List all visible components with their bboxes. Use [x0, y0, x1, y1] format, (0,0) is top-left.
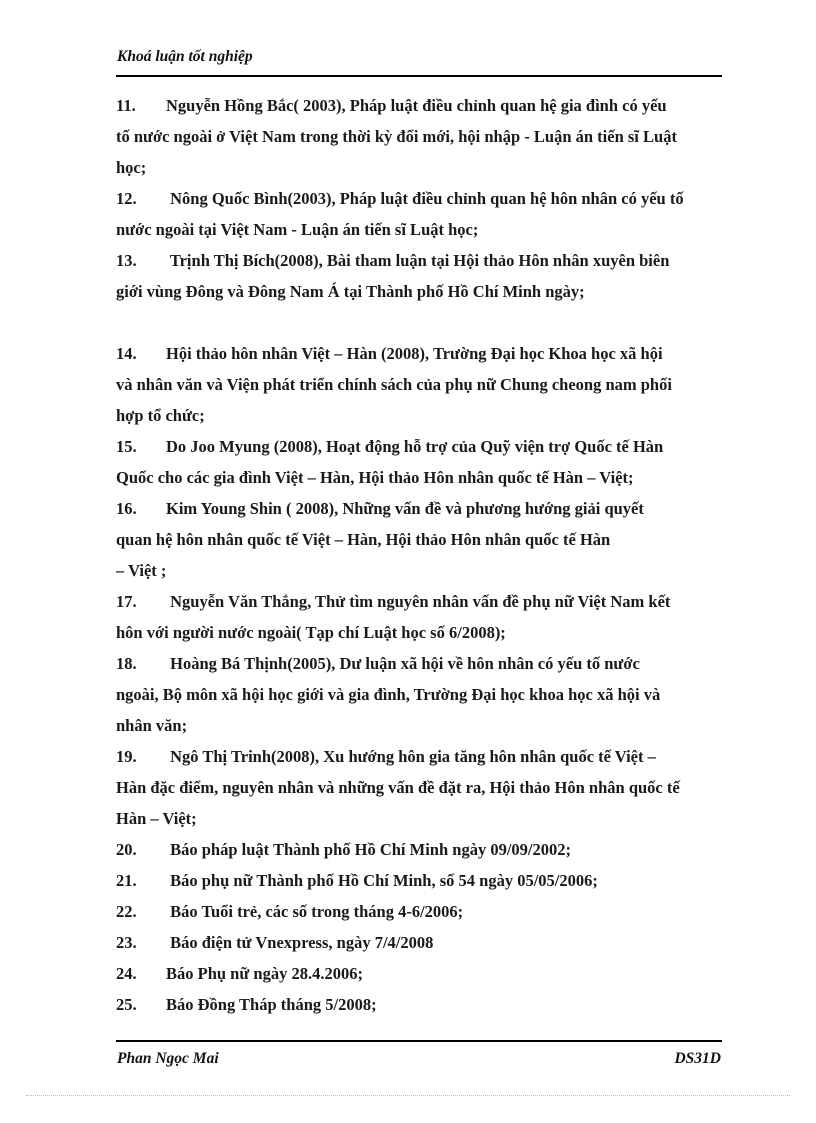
- reference-first-line: [116, 834, 722, 865]
- reference-first-line: [116, 586, 722, 617]
- reference-item: [116, 865, 722, 896]
- reference-text: Hội thảo hôn nhân Việt – Hàn (2008), Trường Đại học Khoa học xã hội: [166, 344, 663, 363]
- reference-text: Do Joo Myung (2008), Hoạt động hỗ trợ của Quỹ viện trợ Quốc tế Hàn: [166, 437, 664, 456]
- reference-continuation-line: giới vùng Đông và Đông Nam Á tại Thành phố Hồ Chí Minh ngày;: [116, 282, 585, 301]
- reference-text: Trịnh Thị Bích(2008), Bài tham luận tại Hội thảo Hôn nhân xuyên biên: [166, 251, 670, 270]
- reference-first-line: [116, 431, 722, 462]
- blank-line: [116, 307, 722, 338]
- reference-first-line: [116, 90, 722, 121]
- reference-item: [116, 989, 722, 1020]
- reference-continuation-line: nhân văn;: [116, 716, 188, 735]
- reference-text: Báo Phụ nữ ngày 28.4.2006;: [166, 964, 363, 983]
- reference-text: Báo điện tử Vnexpress, ngày 7/4/2008: [166, 933, 434, 952]
- reference-text: Báo pháp luật Thành phố Hồ Chí Minh ngày 09/09/2002;: [166, 840, 571, 859]
- reference-first-line: [116, 927, 722, 958]
- reference-text: Nguyễn Văn Thắng, Thử tìm nguyên nhân vấn đề phụ nữ Việt Nam kết: [166, 592, 671, 611]
- reference-number: 19.: [116, 747, 137, 766]
- reference-number: 17.: [116, 592, 137, 611]
- footer-rule: [116, 1040, 722, 1042]
- reference-number: 25.: [116, 995, 137, 1014]
- reference-item: [116, 896, 722, 927]
- reference-item: [116, 493, 722, 586]
- reference-continuation-line: tố nước ngoài ở Việt Nam trong thời kỳ đổi mới, hội nhập - Luận án tiến sĩ Luật: [116, 127, 677, 146]
- reference-item: [116, 958, 722, 989]
- reference-first-line: [116, 865, 722, 896]
- reference-continuation-line: và nhân văn và Viện phát triển chính sách của phụ nữ Chung cheong nam phối: [116, 375, 672, 394]
- reference-number: 13.: [116, 251, 137, 270]
- reference-text: Báo Đồng Tháp tháng 5/2008;: [166, 995, 377, 1014]
- reference-item: [116, 648, 722, 741]
- reference-first-line: [116, 896, 722, 927]
- reference-number: 11.: [116, 96, 136, 115]
- reference-number: 21.: [116, 871, 137, 890]
- reference-first-line: [116, 183, 722, 214]
- reference-first-line: [116, 958, 722, 989]
- reference-continuation-line: – Việt ;: [116, 561, 167, 580]
- reference-item: [116, 834, 722, 865]
- reference-first-line: [116, 338, 722, 369]
- reference-item: [116, 338, 722, 431]
- reference-number: 14.: [116, 344, 137, 363]
- reference-number: 15.: [116, 437, 137, 456]
- reference-number: 24.: [116, 964, 137, 983]
- reference-continuation-line: hôn với người nước ngoài( Tạp chí Luật học số 6/2008);: [116, 623, 506, 642]
- reference-first-line: [116, 245, 722, 276]
- reference-list: [116, 90, 722, 1020]
- reference-item: [116, 90, 722, 183]
- reference-number: 12.: [116, 189, 137, 208]
- reference-item: [116, 927, 722, 958]
- footer-author: Phan Ngọc Mai: [117, 1050, 219, 1067]
- reference-item: [116, 741, 722, 834]
- reference-text: Hoàng Bá Thịnh(2005), Dư luận xã hội về hôn nhân có yếu tố nước: [166, 654, 640, 673]
- reference-continuation-line: nước ngoài tại Việt Nam - Luận án tiến sĩ Luật học;: [116, 220, 479, 239]
- footer-class-code: DS31D: [674, 1050, 721, 1067]
- reference-item: [116, 586, 722, 648]
- reference-continuation-line: học;: [116, 158, 147, 177]
- reference-text: Nguyễn Hồng Bắc( 2003), Pháp luật điều chỉnh quan hệ gia đình có yếu: [166, 96, 667, 115]
- reference-text: Kim Young Shin ( 2008), Những vấn đề và phương hướng giải quyết: [166, 499, 644, 518]
- reference-number: 22.: [116, 902, 137, 921]
- reference-continuation-line: ngoài, Bộ môn xã hội học giới và gia đình, Trường Đại học khoa học xã hội và: [116, 685, 661, 704]
- reference-item: [116, 183, 722, 245]
- reference-text: Báo Tuổi trẻ, các số trong tháng 4-6/2006;: [166, 902, 464, 921]
- reference-first-line: [116, 648, 722, 679]
- reference-number: 20.: [116, 840, 137, 859]
- reference-text: Nông Quốc Bình(2003), Pháp luật điều chỉnh quan hệ hôn nhân có yếu tố: [166, 189, 684, 208]
- header-title: Khoá luận tốt nghiệp: [117, 48, 253, 65]
- reference-continuation-line: Hàn đặc điểm, nguyên nhân và những vấn đề đặt ra, Hội thảo Hôn nhân quốc tế: [116, 778, 680, 797]
- reference-continuation-line: hợp tổ chức;: [116, 406, 205, 425]
- reference-first-line: [116, 493, 722, 524]
- reference-first-line: [116, 989, 722, 1020]
- reference-first-line: [116, 741, 722, 772]
- reference-number: 18.: [116, 654, 137, 673]
- reference-number: 23.: [116, 933, 137, 952]
- reference-continuation-line: Hàn – Việt;: [116, 809, 197, 828]
- reference-item: [116, 245, 722, 307]
- reference-text: Báo phụ nữ Thành phố Hồ Chí Minh, số 54 ngày 05/05/2006;: [166, 871, 598, 890]
- reference-text: Ngô Thị Trinh(2008), Xu hướng hôn gia tăng hôn nhân quốc tế Việt –: [166, 747, 656, 766]
- page-edge-divider: [26, 1095, 790, 1096]
- reference-continuation-line: Quốc cho các gia đình Việt – Hàn, Hội thảo Hôn nhân quốc tế Hàn – Việt;: [116, 468, 634, 487]
- reference-continuation-line: quan hệ hôn nhân quốc tế Việt – Hàn, Hội thảo Hôn nhân quốc tế Hàn: [116, 530, 611, 549]
- header-rule: [116, 75, 722, 77]
- reference-number: 16.: [116, 499, 137, 518]
- reference-item: [116, 431, 722, 493]
